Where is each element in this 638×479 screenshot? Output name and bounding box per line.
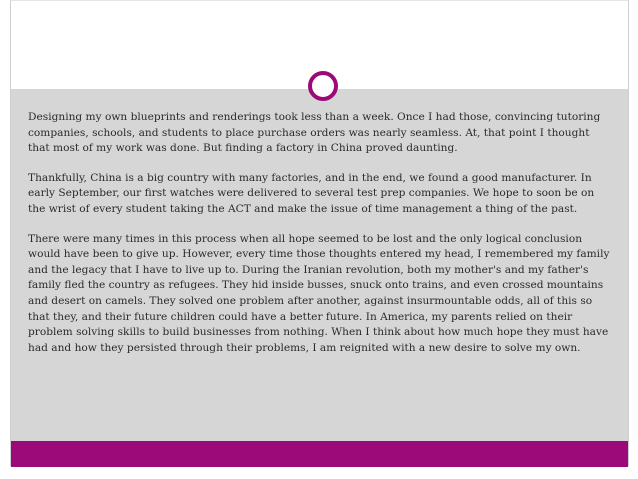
paragraph: Designing my own blueprints and renderings took less than a week. Once I had those, convincing tutoring companies, schools, and students to place purchase orders was nearly seamless. At, that point I thought that most of my work was done. But finding a factory in China proved daunting.: [28, 111, 601, 155]
footer-accent-bar: [11, 441, 628, 467]
slide: [10, 0, 629, 466]
paragraph: There were many times in this process when all hope seemed to be lost and the only logical conclusion would have been to give up. However, every time those thoughts entered my head, I remembered my family and the legacy that I have to live up to. During the Iranian revolution, both my mother's and my father's family fled the country as refugees. They hid inside busses, snuck onto trains, and even crossed mountains and desert on camels. They solved one problem after another, against insurmountable odds, all of this so that they, and their future children could have a better future. In America, my parents relied on their problem solving skills to build businesses from nothing. When I think about how much hope they must have had and how they persisted through their problems, I am reignited with a new desire to solve my own.: [28, 232, 610, 354]
slide-text-content: [28, 110, 613, 370]
paragraph: Thankfully, China is a big country with many factories, and in the end, we found a good manufacturer. In early September, our first watches were delivered to several test prep companies. We hope to soon be on the wrist of every student taking the ACT and make the issue of time management a thing of the past.: [28, 171, 595, 215]
circle-ornament-icon: [308, 71, 338, 101]
